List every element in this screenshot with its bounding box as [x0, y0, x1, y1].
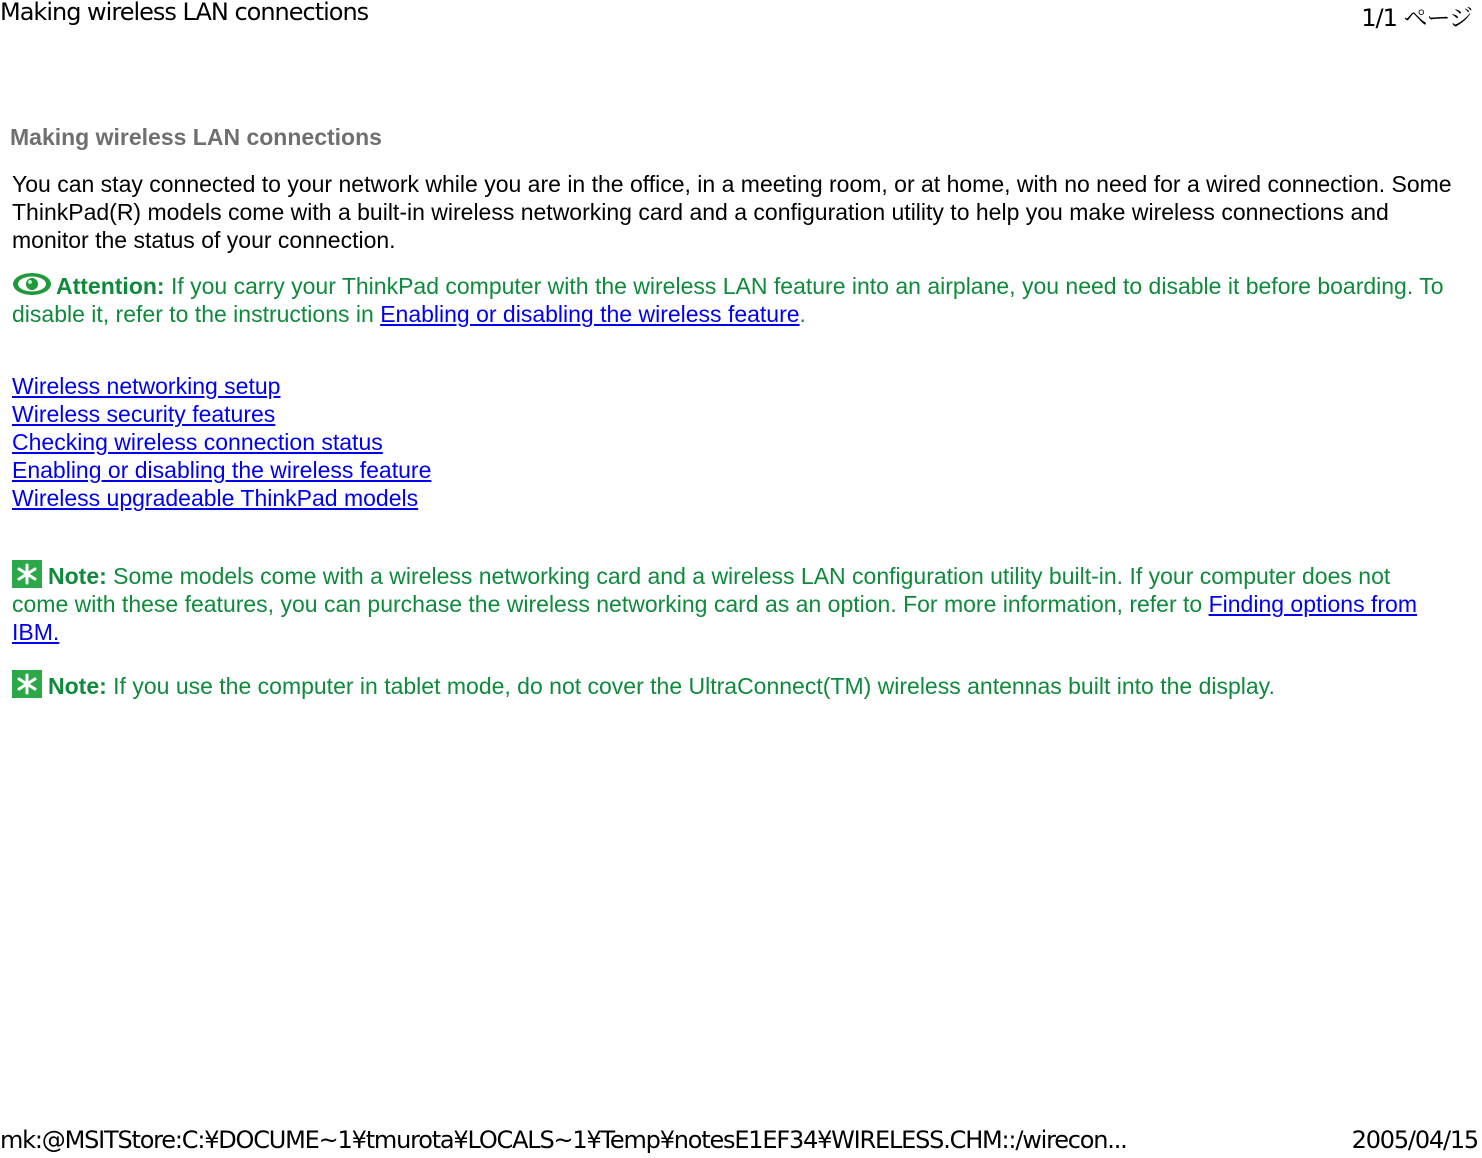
star-icon	[12, 670, 42, 698]
note2-text: If you use the computer in tablet mode, do not cover the UltraConnect(TM) wireless antennas built into the display.	[106, 673, 1275, 699]
help-content	[12, 120, 1452, 700]
note1-label: Note:	[48, 563, 107, 589]
attention-text: If you carry your ThinkPad computer with the wireless LAN feature into an airplane, you need to disable it before boarding. To disable it, refer to the instructions in	[12, 273, 1444, 327]
note2-label: Note:	[48, 673, 107, 699]
link-wireless-upgradeable-models[interactable]: Wireless upgradeable ThinkPad models	[12, 485, 419, 511]
print-footer-path: mk:@MSITStore:C:¥DOCUME~1¥tmurota¥LOCALS~1¥Temp¥notesE1EF34¥WIRELESS.CHM::/wirecon...	[0, 1126, 1127, 1154]
note-tablet-mode	[12, 670, 1452, 700]
attention-after: .	[799, 301, 806, 327]
intro-paragraph: You can stay connected to your network while you are in the office, in a meeting room, or at home, with no need for a wired connection. Some ThinkPad(R) models come with a built-in wireless networking card and a configuration utility to help you make wireless connections and monitor the status of your connection.	[12, 171, 1452, 253]
eye-icon	[12, 272, 52, 296]
link-wireless-networking-setup[interactable]: Wireless networking setup	[12, 373, 281, 399]
note1-text: Some models come with a wireless networking card and a wireless LAN configuration utility built-in. If your computer does not come with these features, you can purchase the wireless networking card as an option. For more information, refer to	[12, 563, 1391, 617]
topic-links	[12, 372, 1452, 512]
print-footer	[0, 1126, 1482, 1158]
attention-label: Attention:	[56, 273, 165, 299]
star-icon	[12, 560, 42, 588]
print-footer-date: 2005/04/15	[1351, 1126, 1478, 1154]
note-built-in-card	[12, 560, 1452, 646]
link-enabling-disabling-wireless[interactable]: Enabling or disabling the wireless feature	[12, 457, 432, 483]
link-wireless-security-features[interactable]: Wireless security features	[12, 401, 276, 427]
page-title: Making wireless LAN connections	[10, 124, 382, 150]
attention-link-enabling-disabling[interactable]: Enabling or disabling the wireless feature	[380, 301, 800, 327]
link-checking-wireless-status[interactable]: Checking wireless connection status	[12, 429, 383, 455]
print-header-title: Making wireless LAN connections	[0, 0, 369, 26]
link-finding-options-ibm[interactable]: Finding options from IBM.	[12, 591, 1417, 645]
print-header	[0, 0, 1482, 30]
attention-notice	[12, 272, 1452, 328]
print-page-indicator: 1/1 ページ	[1361, 4, 1472, 32]
